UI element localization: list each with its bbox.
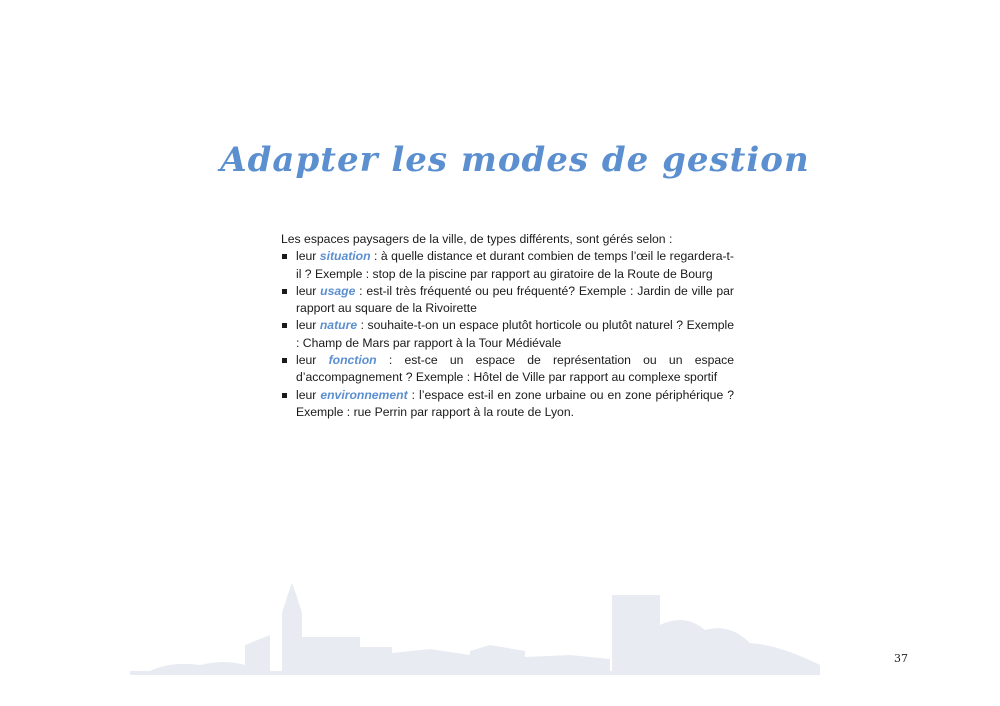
list-item [281, 283, 734, 318]
item-text: : l’espace est-il en zone urbaine ou en zone périphérique ? Exemple : rue Perrin par rapport à la route de Lyon. [296, 387, 734, 419]
town-silhouette-image [130, 575, 820, 675]
intro-text: Les espaces paysagers de la ville, de types différents, sont gérés selon : [281, 232, 673, 246]
list-item [281, 352, 734, 387]
list-item [281, 317, 734, 352]
item-keyword: usage [320, 283, 356, 298]
list-item [281, 387, 734, 422]
main-content [281, 231, 734, 421]
item-prefix: leur [296, 387, 321, 402]
item-prefix: leur [296, 283, 321, 298]
page-number: 37 [894, 652, 908, 665]
item-text: : souhaite-t-on un espace plutôt horticole ou plutôt naturel ? Exemple : Champ de Mars par rapport à la Tour Médiévale [296, 318, 734, 350]
item-prefix: leur [296, 353, 329, 368]
page-title: Adapter les modes de gestion [220, 140, 810, 180]
item-prefix: leur [296, 249, 320, 264]
list-item [281, 248, 734, 283]
item-keyword: nature [319, 318, 358, 333]
item-text: : est-il très fréquenté ou peu fréquenté? Exemple : Jardin de ville par rapport au square de la Rivoirette [296, 283, 734, 316]
item-text: : à quelle distance et durant combien de temps l’œil le regardera-t-il ? Exemple : stop de la piscine par rapport au giratoire de la Route de Bourg [296, 249, 734, 281]
criteria-list [281, 248, 734, 421]
item-keyword: environnement [320, 387, 408, 402]
item-keyword: situation [319, 249, 371, 264]
item-prefix: leur [296, 318, 320, 333]
item-text: : est-ce un espace de représentation ou un espace d’accompagnement ? Exemple : Hôtel de Ville par rapport au complexe sportif [296, 353, 734, 385]
item-keyword: fonction [328, 353, 377, 368]
